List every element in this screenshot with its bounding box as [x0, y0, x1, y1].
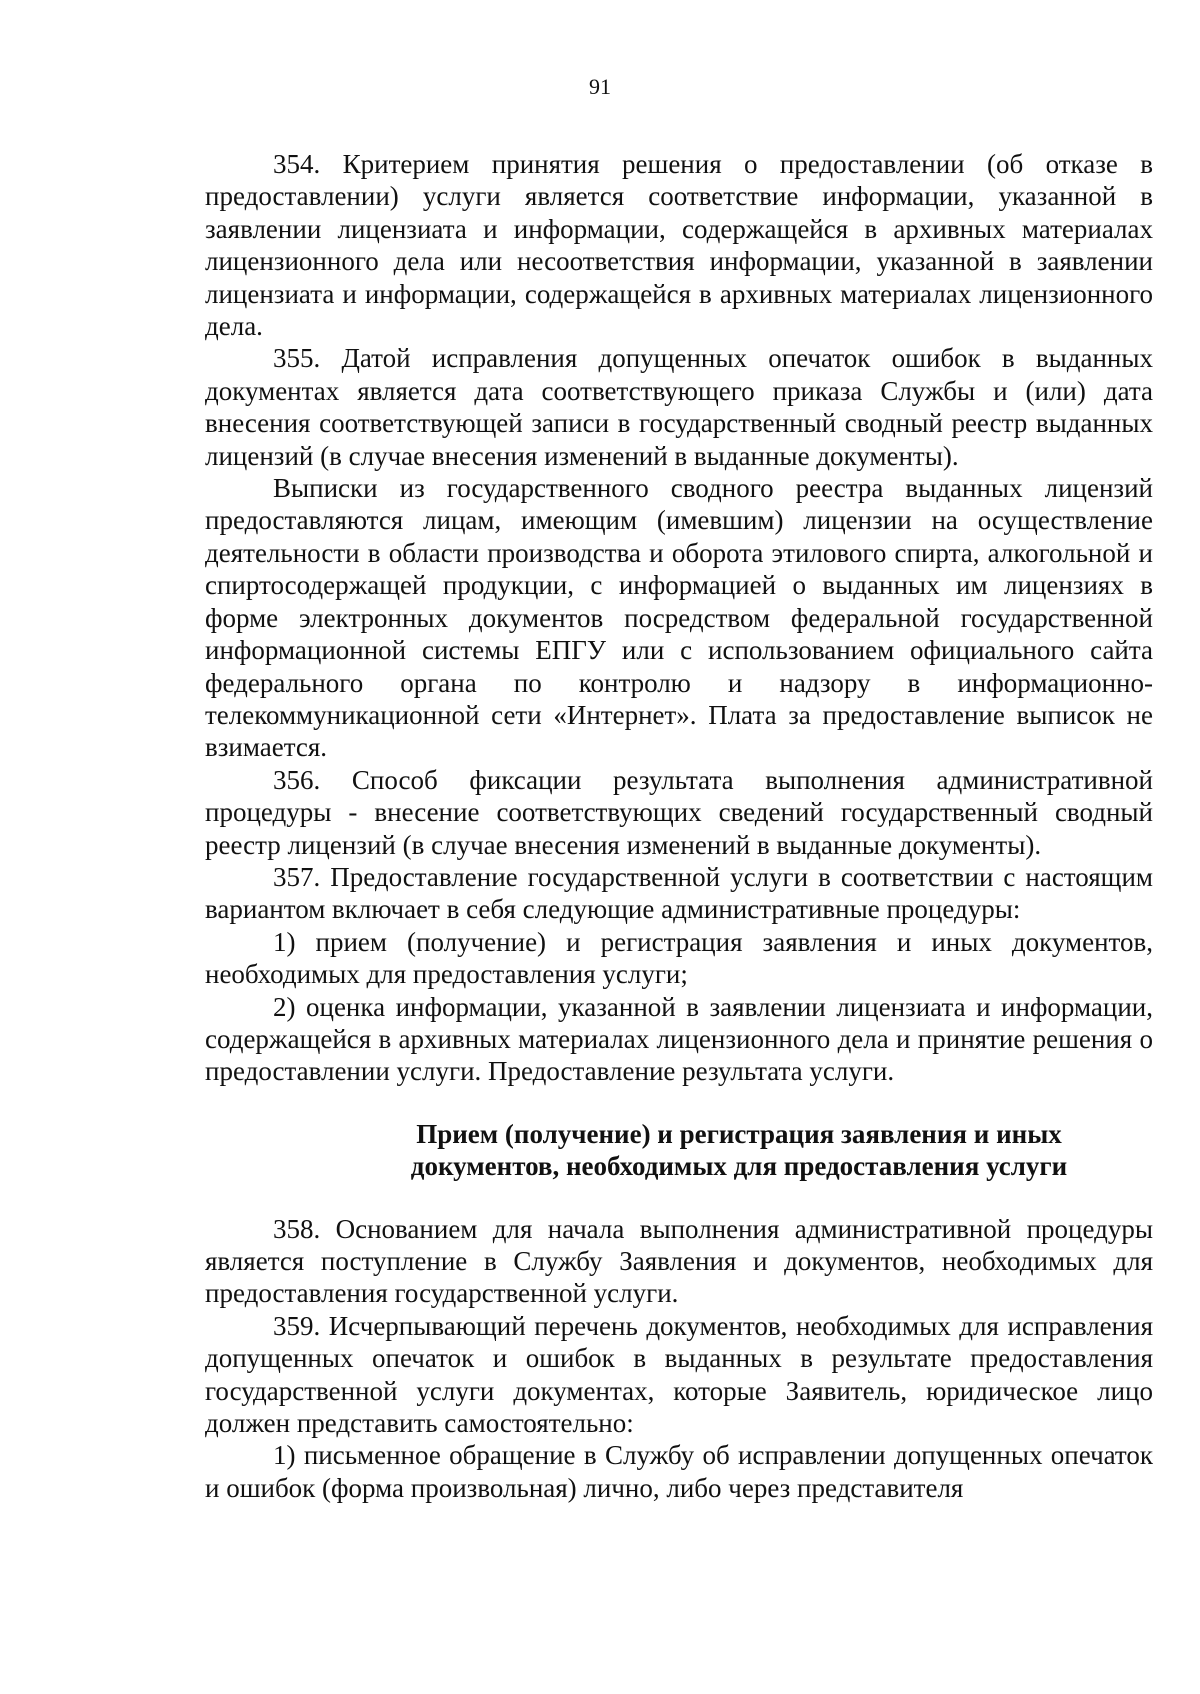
paragraph-354: 354. Критерием принятия решения о предоставлении (об отказе в предоставлении) услуги является соответствие информации, указанной в заявлении лицензиата и информации, содержащейся в архивных материалах лицензионного дела или несоответствия информации, указанной в заявлении лицензиата и информации, содержащейся в архивных материалах лицензионного дела.: [205, 149, 1153, 342]
paragraph-355: 355. Датой исправления допущенных опечаток ошибок в выданных документах является дата соответствующего приказа Службы и (или) дата внесения соответствующей записи в государственный сводный реестр выданных лицензий (в случае внесения изменений в выданные документы).: [205, 343, 1153, 471]
paragraph-357: 357. Предоставление государственной услуги в соответствии с настоящим вариантом включает в себя следующие административные процедуры:: [205, 861, 1153, 925]
paragraph-359: 359. Исчерпывающий перечень документов, необходимых для исправления допущенных опечаток и ошибок в выданных в результате предоставления государственной услуги документах, которые Заявитель, юридическое лицо должен представить самостоятельно:: [205, 1310, 1153, 1439]
section-heading-line-2: документов, необходимых для предоставления услуги: [410, 1151, 1068, 1182]
list-item-359-1: 1) письменное обращение в Службу об исправлении допущенных опечаток и ошибок (форма произвольная) лично, либо через представителя: [205, 1440, 1153, 1503]
document-body: [205, 148, 1153, 1504]
list-item-357-2: 2) оценка информации, указанной в заявлении лицензиата и информации, содержащейся в архивных материалах лицензионного дела и принятие решения о предоставлении услуги. Предоставление результата услуги.: [205, 991, 1153, 1087]
list-item-357-1: 1) прием (получение) и регистрация заявления и иных документов, необходимых для предоставления услуги;: [205, 926, 1153, 990]
paragraph-356: 356. Способ фиксации результата выполнения административной процедуры - внесение соответствующих сведений государственный сводный реестр лицензий (в случае внесения изменений в выданные документы).: [205, 764, 1153, 860]
paragraph-extracts: Выписки из государственного сводного реестра выданных лицензий предоставляются лицам, имеющим (имевшим) лицензии на осуществление деятельности в области производства и оборота этилового спирта, алкогольной и спиртосодержащей продукции, с информацией о выданных им лицензиях в форме электронных документов посредством федеральной государственной информационной системы ЕПГУ или с использованием официального сайта федерального органа по контролю и надзору в информационно-телекоммуникационной сети «Интернет». Плата за предоставление выписок не взимается.: [205, 473, 1153, 763]
paragraph-358: 358. Основанием для начала выполнения административной процедуры является поступление в Службу Заявления и документов, необходимых для предоставления государственной услуги.: [205, 1213, 1153, 1309]
page-number: 91: [589, 74, 611, 99]
section-heading-line-1: Прием (получение) и регистрация заявления и иных: [416, 1118, 1062, 1149]
